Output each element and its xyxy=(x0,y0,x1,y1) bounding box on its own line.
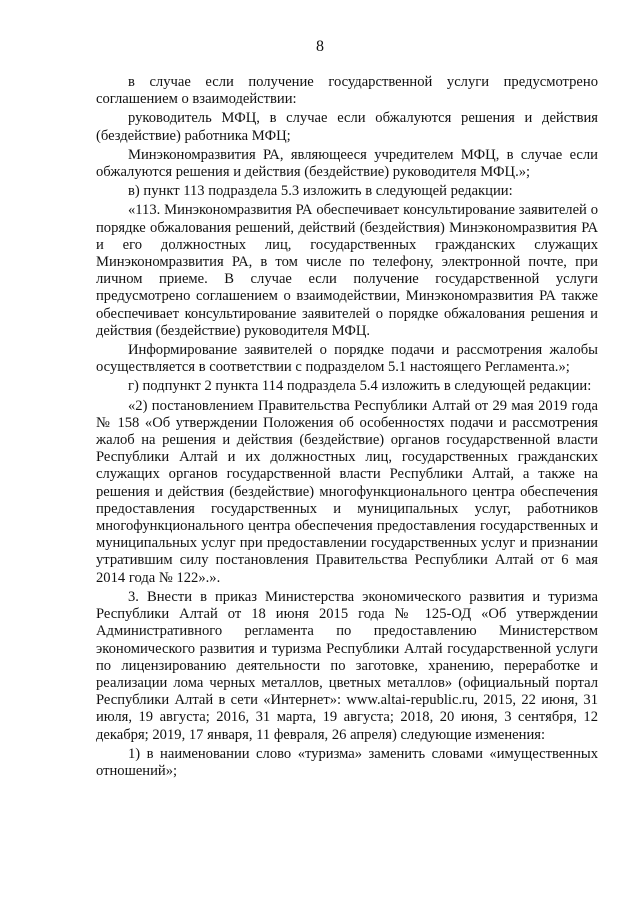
page-number: 8 xyxy=(316,38,324,55)
paragraph: г) подпункт 2 пункта 114 подраздела 5.4 изложить в следующей редакции: xyxy=(128,378,592,395)
paragraph: Информирование заявителей о порядке подачи и рассмотрения жалобы осуществляется в соответствии с подразделом 5.1 настоящего Регламента.»; xyxy=(96,342,598,376)
paragraph: руководитель МФЦ, в случае если обжалуются решения и действия (бездействие) работника МФЦ; xyxy=(96,110,598,144)
document-body xyxy=(96,74,598,782)
paragraph: Минэкономразвития РА, являющееся учредителем МФЦ, в случае если обжалуются решения и действия (бездействие) руководителя МФЦ.»; xyxy=(96,146,598,181)
paragraph: в) пункт 113 подраздела 5.3 изложить в следующей редакции: xyxy=(128,183,513,200)
paragraph: 3. Внести в приказ Министерства экономического развития и туризма Республики Алтай от 18 июня 2015 года № 125-ОД «Об утверждении Административного регламента по предоставлению Министерством экономического развития и туризма Республики Алтай государственной услуги по лицензированию деятельности по заготовке, хранению, переработке и реализации лома черных металлов, цветных металлов» (официальный портал Республики Алтай в сети «Интернет»: www.altai-republic.ru, 2015, 22 июня, 31 июля, 19 августа; 2016, 31 марта, 19 августа; 2018, 20 июня, 3 сентября, 12 декабря; 2019, 17 января, 11 февраля, 26 апреля) следующие изменения: xyxy=(96,588,598,743)
paragraph: «2) постановлением Правительства Республики Алтай от 29 мая 2019 года № 158 «Об утверждении Положения об особенностях подачи и рассмотрения жалоб на решения и действия (бездействие) органов государственной власти Республики Алтай и их должностных лиц, государственных гражданских служащих органов государственной власти Республики Алтай, а также на решения и действия (бездействие) многофункционального центра обеспечения предоставления государственных и муниципальных услуг, работников многофункционального центра обеспечения предоставления государственных и муниципальных услуг при предоставлении государственных услуг и признании утратившим силу постановления Правительства Республики Алтай от 6 мая 2014 года № 122».». xyxy=(96,397,598,586)
paragraph: в случае если получение государственной услуги предусмотрено соглашением о взаимодействии: xyxy=(96,74,598,108)
paragraph: «113. Минэкономразвития РА обеспечивает консультирование заявителей о порядке обжалования решений, действий (бездействия) Минэкономразвития РА и его должностных лиц, государственных гражданских служащих Минэкономразвития РА, в том числе по телефону, электронной почте, при личном приеме. В случае если получение государственной услуги предусмотрено соглашением о взаимодействии, Минэкономразвития РА также обеспечивает консультирование заявителей о порядке обжалования решения и действия (бездействие) руководителя МФЦ. xyxy=(96,202,598,339)
paragraph: 1) в наименовании слово «туризма» заменить словами «имущественных отношений»; xyxy=(96,745,598,779)
